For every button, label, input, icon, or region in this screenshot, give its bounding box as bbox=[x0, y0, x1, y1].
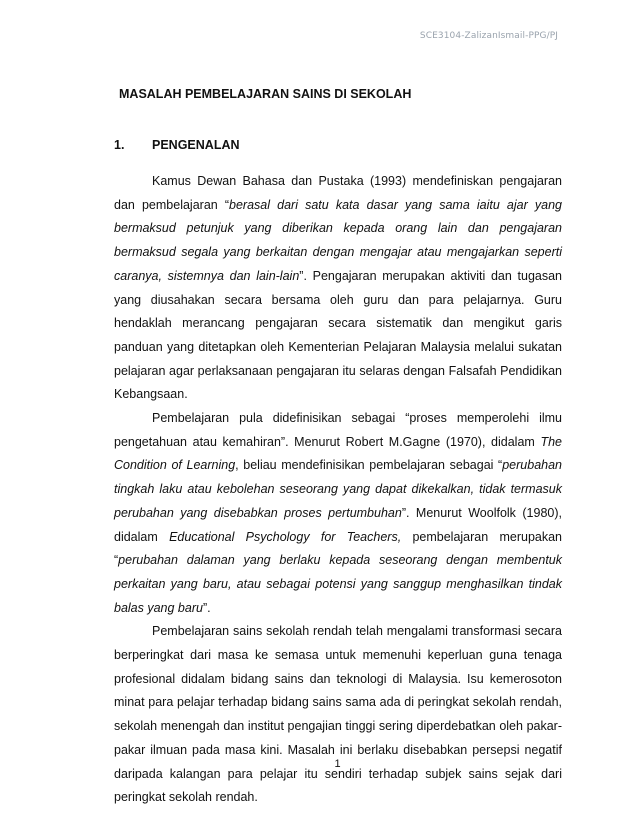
document-title: MASALAH PEMBELAJARAN SAINS DI SEKOLAH bbox=[119, 87, 412, 101]
book-title: Educational Psychology for Teachers, bbox=[169, 529, 402, 544]
paragraph-2-text: , beliau mendefinisikan pembelajaran sebagai “ bbox=[235, 458, 503, 473]
paragraph-2-quote: perubahan tingkah laku atau kebolehan seseorang yang dapat dikekalkan, tidak termasuk perubahan yang disebabkan proses pertumbuhan bbox=[114, 458, 562, 520]
paragraph-2 bbox=[114, 407, 562, 620]
paragraph-1-text: Kamus Dewan Bahasa dan Pustaka (1993) mendefiniskan pengajaran dan pembelajaran “ bbox=[114, 174, 562, 212]
paragraph-2-text: ”. Menurut Woolfolk (1980), didalam bbox=[114, 505, 562, 544]
book-title: The Condition of Learning bbox=[114, 434, 562, 473]
page-number: 1 bbox=[334, 758, 341, 770]
running-header: SCE3104-ZalizanIsmail-PPG/PJ bbox=[419, 31, 558, 41]
paragraph-2-quote: perubahan dalaman yang berlaku kepada seseorang dengan membentuk perkaitan yang baru, atau sebagai potensi yang sanggup menghasilkan tindak balas yang baru bbox=[114, 553, 562, 615]
section-number: 1. bbox=[114, 138, 125, 152]
section-title: PENGENALAN bbox=[152, 138, 240, 152]
paragraph-2-text: Pembelajaran pula didefinisikan sebagai “proses memperolehi ilmu pengetahuan atau kemahiran”. Menurut Robert M.Gagne (1970), didalam bbox=[114, 411, 562, 449]
paragraph-2-text: ”. bbox=[202, 600, 211, 615]
paragraph-1 bbox=[114, 170, 562, 407]
paragraph-1-text-cont: ”. Pengajaran merupakan aktiviti dan tugasan yang diusahakan secara bersama oleh guru dan para pelajarnya. Guru hendaklah merancang pengajaran secara sistematik dan mengikut garis panduan yang ditetapkan oleh Kementerian Pelajaran Malaysia melalui sukatan pelajaran agar perlaksanaan pengajaran itu selaras dengan Falsafah Pendidikan Kebangsaan. bbox=[114, 268, 562, 402]
paragraph-3: Pembelajaran sains sekolah rendah telah mengalami transformasi secara berperingkat dari masa ke semasa untuk memenuhi keperluan guna tenaga profesional didalam bidang sains dan teknologi di Malaysia. Isu kemerosoton minat para pelajar terhadap bidang sains sama ada di peringkat sekolah rendah, sekolah menengah dan institut pengajian tinggi sering diperdebatkan oleh pakar-pakar ilmuan pada masa kini. Masalah ini berlaku disebabkan persepsi negatif daripada kalangan para pelajar itu sendiri terhadap subjek sains sejak dari peringkat sekolah rendah. bbox=[114, 624, 562, 805]
body-text bbox=[114, 170, 562, 810]
paragraph-1-quote: berasal dari satu kata dasar yang sama iaitu ajar yang bermaksud petunjuk yang diberikan kepada orang lain dan pengajaran bermaksud segala yang berkaitan dengan mengajar atau mengajarkan seperti caranya, sistemnya dan lain-lain bbox=[114, 197, 563, 283]
paragraph-2-text: pembelajaran merupakan “ bbox=[114, 529, 563, 568]
